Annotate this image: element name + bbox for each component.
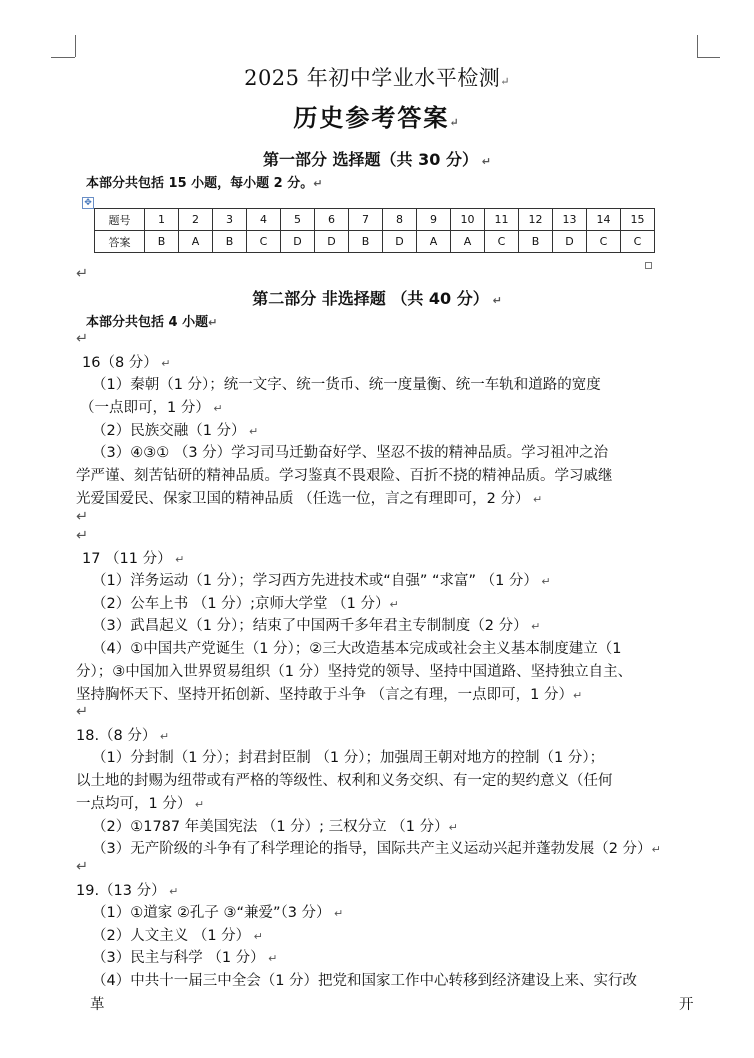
q17-line: （3）武昌起义（1 分）；结束了中国两千多年君主专制制度（2 分） ↵ xyxy=(92,618,541,634)
q17-line: 分）；③中国加入世界贸易组织（1 分）坚持党的领导、坚持中国道路、坚持独立自主、 xyxy=(76,664,633,680)
table-cell: 15 xyxy=(621,209,655,231)
paragraph-mark: ↵ xyxy=(76,266,89,282)
answer-table xyxy=(94,208,655,253)
q16-line: 学严谨、刻苦钻研的精神品质。学习鉴真不畏艰险、百折不挠的精神品质。学习戚继 xyxy=(76,468,613,484)
table-cell: B xyxy=(349,231,383,253)
table-cell: A xyxy=(179,231,213,253)
q16-line: （1）秦朝（1 分）；统一文字、统一货币、统一度量衡、统一车轨和道路的宽度 xyxy=(92,377,601,393)
table-cell: 14 xyxy=(587,209,621,231)
row-label-number: 题号 xyxy=(95,209,145,231)
table-cell: 6 xyxy=(315,209,349,231)
q17-heading: 17 （11 分） ↵ xyxy=(82,551,185,567)
q19-cut-right: 开 xyxy=(679,997,694,1013)
q19-line: （3）民主与科学 （1 分） ↵ xyxy=(92,950,278,966)
q18-line: 以土地的封赐为纽带或有严格的等级性、权利和义务交织、有一定的契约意义（任何 xyxy=(76,773,613,789)
q17-line: （2）公车上书 （1 分）;京师大学堂 （1 分）↵ xyxy=(92,596,399,612)
part1-note: 本部分共包括 15 小题，每小题 2 分。↵ xyxy=(86,176,323,191)
table-cell: D xyxy=(383,231,417,253)
table-cell: B xyxy=(213,231,247,253)
table-cell: C xyxy=(485,231,519,253)
q17-line: 坚持胸怀天下、坚持开拓创新、坚持敢于斗争 （言之有理，一点即可，1 分）↵ xyxy=(76,687,583,703)
table-cell: 5 xyxy=(281,209,315,231)
q18-line: （2）①1787 年美国宪法 （1 分）; 三权分立 （1 分）↵ xyxy=(92,819,458,835)
q17-line: （1）洋务运动（1 分）；学习西方先进技术或“自强” “求富” （1 分） ↵ xyxy=(92,573,551,589)
paragraph-mark: ↵ xyxy=(76,528,89,544)
table-cell: 4 xyxy=(247,209,281,231)
table-cell: 11 xyxy=(485,209,519,231)
q19-heading: 19.（13 分） ↵ xyxy=(76,883,179,899)
part2-note: 本部分共包括 4 小题↵ xyxy=(86,315,218,330)
paragraph-mark: ↵ xyxy=(76,331,89,347)
table-cell: B xyxy=(519,231,553,253)
paragraph-mark: ↵ xyxy=(76,859,89,875)
q16-line: （3）④③① （3 分）学习司马迁勤奋好学、坚忍不拔的精神品质。学习祖冲之治 xyxy=(92,445,609,461)
q18-line: （1）分封制（1 分）；封君封臣制 （1 分）；加强周王朝对地方的控制（1 分）； xyxy=(92,750,605,766)
q19-cut-left: 革 xyxy=(90,997,105,1013)
table-cell: A xyxy=(451,231,485,253)
q16-line: （一点即可，1 分） ↵ xyxy=(80,400,223,416)
row-label-answer: 答案 xyxy=(95,231,145,253)
table-move-handle-icon[interactable]: ✥ xyxy=(82,197,94,209)
crop-mark-top-left-h xyxy=(51,57,75,58)
table-cell: C xyxy=(587,231,621,253)
table-cell: C xyxy=(621,231,655,253)
document-subtitle: 历史参考答案↵ xyxy=(293,103,461,132)
q18-line: （3）无产阶级的斗争有了科学理论的指导，国际共产主义运动兴起并蓬勃发展（2 分）↵ xyxy=(92,841,661,857)
table-cell: 7 xyxy=(349,209,383,231)
q19-line: （4）中共十一届三中全会（1 分）把党和国家工作中心转移到经济建设上来、实行改 xyxy=(92,973,638,989)
q17-line: （4）①中国共产党诞生（1 分）；②三大改造基本完成或社会主义基本制度建立（1 xyxy=(92,641,622,657)
paragraph-mark: ↵ xyxy=(76,704,89,720)
part1-heading: 第一部分 选择题（共 30 分） ↵ xyxy=(262,150,492,169)
q19-line: （1）①道家 ②孔子 ③“兼爱”（3 分） ↵ xyxy=(92,905,344,921)
paragraph-mark: ↵ xyxy=(76,509,89,525)
crop-mark-top-right-v xyxy=(697,35,698,57)
table-cell: 2 xyxy=(179,209,213,231)
table-cell: C xyxy=(247,231,281,253)
q18-line: 一点均可，1 分） ↵ xyxy=(76,796,205,812)
table-cell: 1 xyxy=(145,209,179,231)
table-resize-handle[interactable] xyxy=(645,262,652,269)
table-row-numbers xyxy=(95,209,655,231)
table-cell: B xyxy=(145,231,179,253)
crop-mark-top-right-h xyxy=(697,57,720,58)
q16-line: 光爱国爱民、保家卫国的精神品质 （任选一位，言之有理即可，2 分） ↵ xyxy=(76,491,543,507)
table-cell: 10 xyxy=(451,209,485,231)
q16-line: （2）民族交融（1 分） ↵ xyxy=(92,423,259,439)
table-cell: 9 xyxy=(417,209,451,231)
table-cell: 3 xyxy=(213,209,247,231)
table-cell: 12 xyxy=(519,209,553,231)
table-cell: D xyxy=(281,231,315,253)
table-cell: 13 xyxy=(553,209,587,231)
part2-heading: 第二部分 非选择题 （共 40 分） ↵ xyxy=(252,289,502,308)
table-cell: D xyxy=(315,231,349,253)
table-cell: D xyxy=(553,231,587,253)
document-title: 2025 年初中学业水平检测↵ xyxy=(244,66,510,90)
table-row-answers xyxy=(95,231,655,253)
q18-heading: 18.（8 分） ↵ xyxy=(76,728,170,744)
crop-mark-top-left-v xyxy=(75,35,76,57)
q19-line: （2）人文主义 （1 分） ↵ xyxy=(92,928,263,944)
table-cell: A xyxy=(417,231,451,253)
q16-heading: 16（8 分） ↵ xyxy=(82,355,171,371)
table-cell: 8 xyxy=(383,209,417,231)
